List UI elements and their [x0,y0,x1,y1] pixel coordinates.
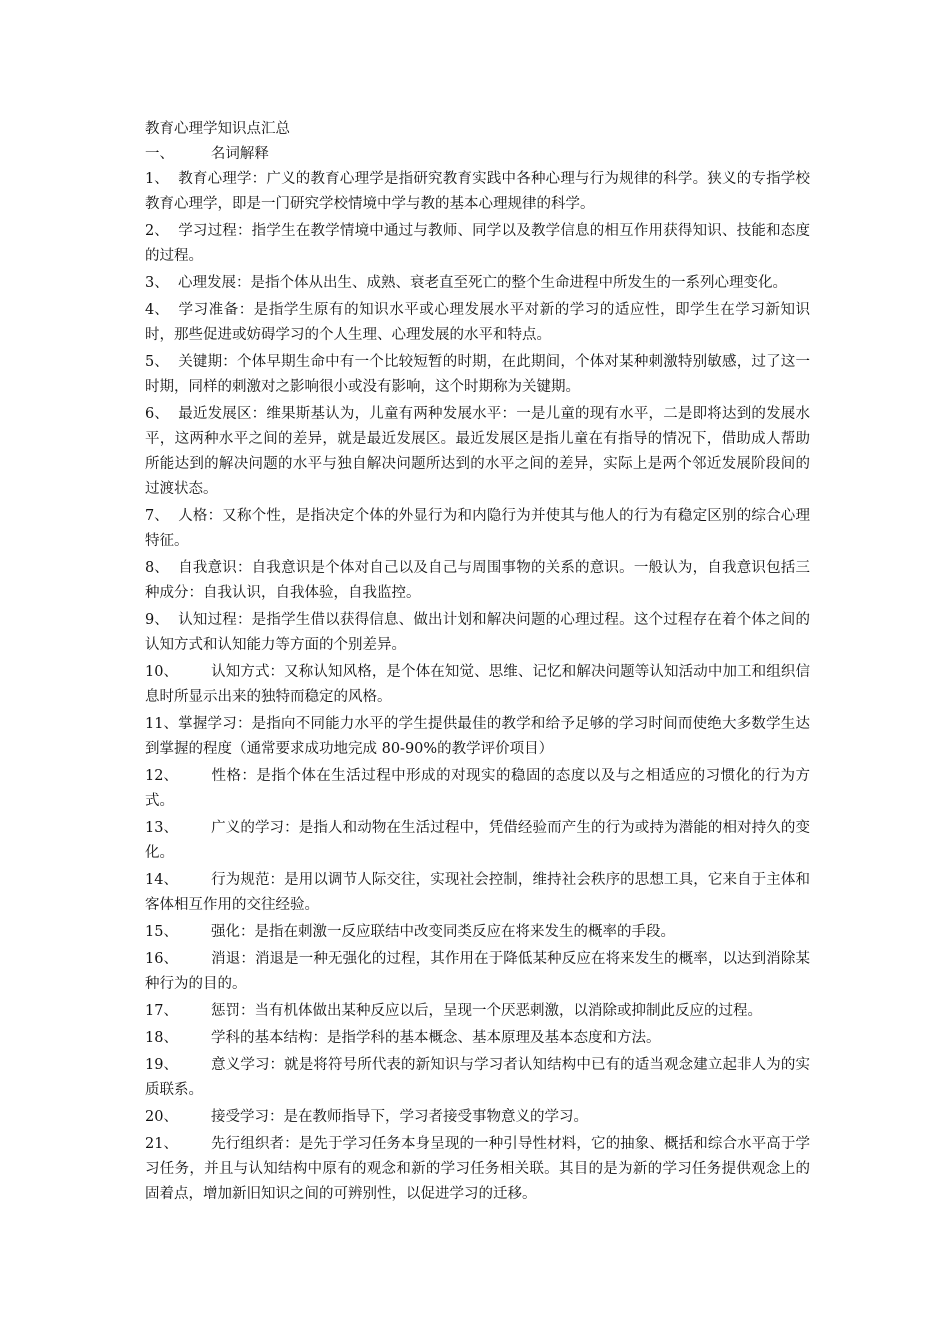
definition-item [145,556,810,606]
definition-item [145,1026,810,1051]
definition-item [145,271,810,296]
definition-number: 6、 [145,406,169,422]
definition-number: 3、 [145,275,169,291]
definition-number: 11、 [145,716,178,732]
definition-item [145,816,810,866]
definition-text: 关键期：个体早期生命中有一个比较短暂的时期，在此期间，个体对某种刺激特别敏感，过了这一时期，同样的刺激对之影响很小或没有影响，这个时期称为关键期。 [145,354,810,395]
definition-number: 14、 [145,872,178,888]
section-heading [145,142,810,167]
definition-text: 学科的基本结构：是指学科的基本概念、基本原理及基本态度和方法。 [211,1030,661,1046]
definition-text: 行为规范：是用以调节人际交往，实现社会控制，维持社会秩序的思想工具，它来自于主体和客体相互作用的交往经验。 [145,872,810,913]
definition-number: 8、 [145,560,169,576]
definition-item [145,868,810,918]
definition-item [145,660,810,710]
definition-number: 10、 [145,664,178,680]
definition-item [145,999,810,1024]
definition-text: 消退：消退是一种无强化的过程，其作用在于降低某种反应在将来发生的概率，以达到消除某种行为的目的。 [145,951,810,992]
definition-text: 接受学习：是在教师指导下，学习者接受事物意义的学习。 [211,1109,588,1125]
definition-number: 12、 [145,768,178,784]
section-number: 一、 [145,146,174,162]
definition-text: 学习过程：指学生在教学情境中通过与教师、同学以及教学信息的相互作用获得知识、技能和态度的过程。 [145,223,810,264]
definition-item [145,350,810,400]
definition-number: 16、 [145,951,178,967]
definition-text: 掌握学习：是指向不同能力水平的学生提供最佳的教学和给予足够的学习时间而使绝大多数学生达到掌握的程度（通常要求成功地完成 80-90%的教学评价项目） [145,716,810,757]
definition-list [145,167,810,1207]
definition-item [145,219,810,269]
definition-item [145,764,810,814]
definition-text: 意义学习：就是将符号所代表的新知识与学习者认知结构中已有的适当观念建立起非人为的实质联系。 [145,1057,810,1098]
definition-number: 4、 [145,302,169,318]
definition-number: 20、 [145,1109,178,1125]
definition-number: 19、 [145,1057,178,1073]
definition-text: 最近发展区：维果斯基认为，儿童有两种发展水平：一是儿童的现有水平，二是即将达到的发展水平，这两种水平之间的差异，就是最近发展区。最近发展区是指儿童在有指导的情况下，借助成人帮助所能达到的解决问题的水平与独自解决问题所达到的水平之间的差异，实际上是两个邻近发展阶段间的过渡状态。 [145,406,810,497]
definition-text: 惩罚：当有机体做出某种反应以后，呈现一个厌恶刺激，以消除或抑制此反应的过程。 [211,1003,762,1019]
definition-text: 认知方式：又称认知风格，是个体在知觉、思维、记忆和解决问题等认知活动中加工和组织信息时所显示出来的独特而稳定的风格。 [145,664,810,705]
definition-item [145,167,810,217]
definition-item [145,1105,810,1130]
definition-number: 17、 [145,1003,178,1019]
definition-number: 18、 [145,1030,178,1046]
definition-text: 教育心理学：广义的教育心理学是指研究教育实践中各种心理与行为规律的科学。狭义的专指学校教育心理学，即是一门研究学校情境中学与教的基本心理规律的科学。 [145,171,810,212]
definition-text: 人格：又称个性，是指决定个体的外显行为和内隐行为并使其与他人的行为有稳定区别的综合心理特征。 [145,508,810,549]
definition-number: 13、 [145,820,178,836]
definition-text: 心理发展：是指个体从出生、成熟、衰老直至死亡的整个生命进程中所发生的一系列心理变化。 [178,275,787,291]
definition-item [145,402,810,502]
definition-number: 7、 [145,508,169,524]
section-label: 名词解释 [210,146,269,162]
definition-item [145,504,810,554]
document-body [145,117,810,1209]
definition-item [145,608,810,658]
definition-text: 自我意识：自我意识是个体对自己以及自己与周围事物的关系的意识。一般认为，自我意识包括三种成分：自我认识，自我体验，自我监控。 [145,560,810,601]
definition-number: 5、 [145,354,169,370]
document-title: 教育心理学知识点汇总 [145,121,290,137]
definition-number: 9、 [145,612,169,628]
definition-item [145,947,810,997]
definition-number: 21、 [145,1136,178,1152]
definition-text: 先行组织者：是先于学习任务本身呈现的一种引导性材料，它的抽象、概括和综合水平高于学习任务，并且与认知结构中原有的观念和新的学习任务相关联。其目的是为新的学习任务提供观念上的固着点，增加新旧知识之间的可辨别性，以促进学习的迁移。 [145,1136,810,1202]
definition-text: 广义的学习：是指人和动物在生活过程中，凭借经验而产生的行为或持为潜能的相对持久的变化。 [145,820,810,861]
definition-text: 性格：是指个体在生活过程中形成的对现实的稳固的态度以及与之相适应的习惯化的行为方式。 [145,768,810,809]
definition-text: 学习准备：是指学生原有的知识水平或心理发展水平对新的学习的适应性，即学生在学习新知识时，那些促进或妨碍学习的个人生理、心理发展的水平和特点。 [145,302,810,343]
definition-item [145,1132,810,1207]
definition-item [145,1053,810,1103]
definition-number: 2、 [145,223,169,239]
definition-number: 1、 [145,171,169,187]
definition-item [145,920,810,945]
definition-text: 认知过程：是指学生借以获得信息、做出计划和解决问题的心理过程。这个过程存在着个体之间的认知方式和认知能力等方面的个别差异。 [145,612,810,653]
definition-number: 15、 [145,924,178,940]
definition-text: 强化：是指在刺激一反应联结中改变同类反应在将来发生的概率的手段。 [211,924,675,940]
definition-item [145,712,810,762]
definition-item [145,298,810,348]
